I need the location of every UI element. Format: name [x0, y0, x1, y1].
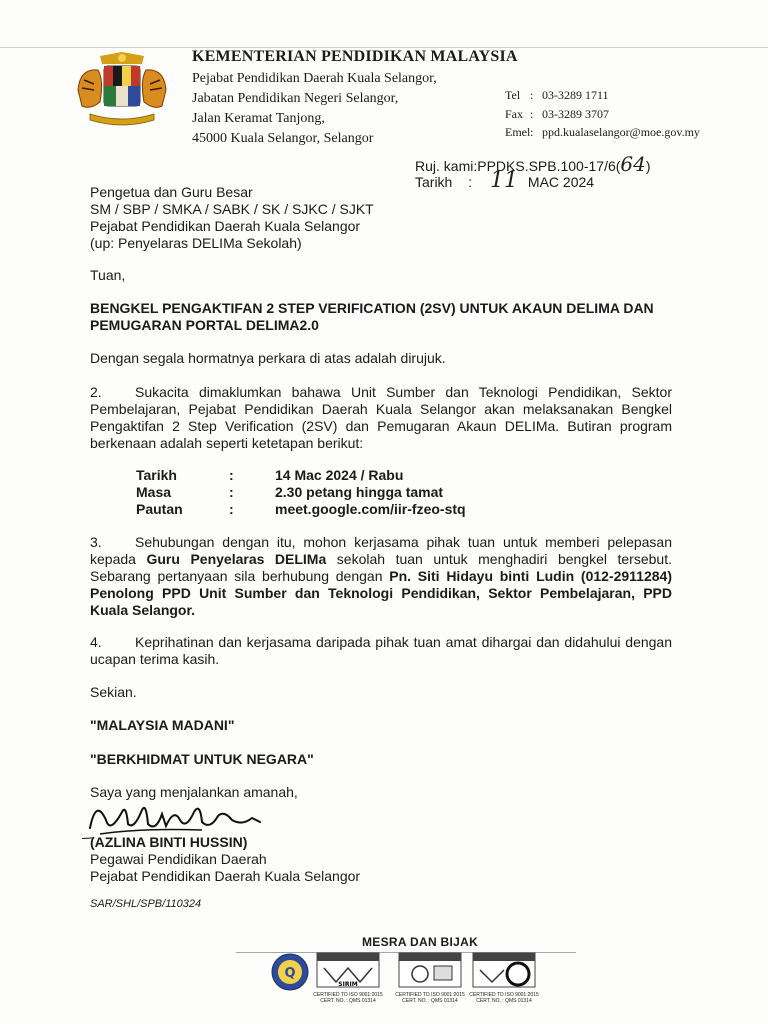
detail-sep-link: : — [229, 501, 234, 517]
paragraph-4 — [90, 634, 672, 668]
paragraph-3-text-1: Sehubungan dengan itu, mohon kerjasama pihak tuan untuk memberi pelepasan kepada — [90, 534, 672, 567]
date-sep: : — [468, 174, 473, 190]
ministry-name: KEMENTERIAN PENDIDIKAN MALAYSIA — [192, 48, 518, 65]
fax-value: 03-3289 3707 — [542, 107, 609, 121]
opening-line: Dengan segala hormatnya perkara di atas adalah dirujuk. — [90, 350, 446, 366]
tel-label: Tel — [505, 88, 521, 102]
file-reference: SAR/SHL/SPB/110324 — [90, 898, 202, 910]
paragraph-3-bold-1: Guru Penyelaras DELIMa — [146, 551, 327, 567]
signatory-title: Pegawai Pendidikan Daerah — [90, 851, 267, 867]
detail-value-date: 14 Mac 2024 / Rabu — [275, 467, 404, 483]
email-sep: : — [530, 125, 534, 139]
address-line-3: Jalan Keramat Tanjong, — [192, 111, 325, 126]
cert-caption-3: CERTIFIED TO ISO 9001:2015 CERT. NO. : QMS 01314 — [469, 992, 539, 1004]
cert-caption-1: CERTIFIED TO ISO 9001:2015 CERT. NO. : QMS 01314 — [313, 992, 383, 1004]
paragraph-3-number: 3. — [90, 534, 102, 550]
tel-sep: : — [530, 88, 534, 102]
cert-caption-2: CERTIFIED TO ISO 9001:2015 CERT. NO. : QMS 01314 — [395, 992, 465, 1004]
slogan-berkhidmat: "BERKHIDMAT UNTUK NEGARA" — [90, 751, 314, 767]
email-value: ppd.kualaselangor@moe.gov.my — [542, 125, 700, 139]
recipient-line-4: (up: Penyelaras DELIMa Sekolah) — [90, 235, 302, 251]
ref-handwritten: 64 — [620, 152, 646, 176]
contact-person: Pn. Siti Hidayu binti Ludin (012-2911284) Penolong PPD Unit Sumber dan Teknologi Pendidikan, Sektor Pembelajaran, PPD Kuala Selangor. — [90, 568, 672, 618]
svg-text:Q: Q — [284, 966, 296, 981]
fax-label: Fax — [505, 107, 523, 121]
sekian: Sekian. — [90, 684, 137, 700]
detail-label-date: Tarikh — [136, 467, 177, 483]
sirim-label: SIRIM — [338, 981, 358, 988]
signatory-name: (AZLINA BINTI HUSSIN) — [90, 834, 248, 850]
paragraph-2-text: Sukacita dimaklumkan bahawa Unit Sumber dan Teknologi Pendidikan, Sektor Pembelajaran, Pejabat Pendidikan Daerah Kuala Selangor akan melaksanakan Bengkel Pengaktifan 2 Step Verification (2SV) dan Pemugaran Akaun DELIMa. Butiran program berkenaan adalah seperti ketetapan berikut: — [90, 384, 672, 451]
closing-amanah: Saya yang menjalankan amanah, — [90, 784, 298, 800]
address-line-2: Jabatan Pendidikan Negeri Selangor, — [192, 91, 399, 106]
ref-close: ) — [645, 158, 651, 174]
footer-motto: MESRA DAN BIJAK — [362, 935, 479, 949]
paragraph-3-text-2: sekolah tuan untuk menghadiri bengkel tersebut. Sebarang pertanyaan sila berhubung dengan — [90, 551, 672, 584]
fax-sep: : — [530, 107, 534, 121]
sirim-cert-logo-1 — [316, 952, 380, 988]
slogan-madani: "MALAYSIA MADANI" — [90, 717, 235, 733]
address-line-4: 45000 Kuala Selangor, Selangor — [192, 131, 374, 146]
coat-of-arms-logo — [70, 50, 174, 130]
sirim-cert-logo-3 — [472, 952, 536, 988]
subject-line-2: PEMUGARAN PORTAL DELIMA2.0 — [90, 317, 319, 333]
recipient-line-1: Pengetua dan Guru Besar — [90, 184, 253, 200]
tel-value: 03-3289 1711 — [542, 88, 609, 102]
detail-label-link: Pautan — [136, 501, 183, 517]
date-label: Tarikh — [415, 174, 453, 190]
detail-value-time: 2.30 petang hingga tamat — [275, 484, 444, 500]
email-label: Emel — [505, 125, 531, 139]
date-day-handwritten: 11 — [490, 168, 519, 193]
detail-sep-date: : — [229, 467, 234, 483]
sirim-cert-logo-2 — [398, 952, 462, 988]
date-rest: MAC 2024 — [527, 174, 595, 190]
paragraph-3 — [90, 534, 672, 619]
recipient-line-3: Pejabat Pendidikan Daerah Kuala Selangor — [90, 218, 361, 234]
detail-sep-time: : — [229, 484, 234, 500]
paragraph-2 — [90, 384, 672, 452]
paragraph-4-number: 4. — [90, 634, 102, 650]
ref-label: Ruj. kami:PPDKS.SPB.100-17/6( — [415, 158, 621, 174]
ppd-seal-logo — [270, 952, 310, 992]
meeting-link[interactable]: meet.google.com/iir-fzeo-stq — [275, 501, 466, 517]
signatory-office: Pejabat Pendidikan Daerah Kuala Selangor — [90, 868, 361, 884]
salutation: Tuan, — [90, 267, 126, 283]
subject-line-1: BENGKEL PENGAKTIFAN 2 STEP VERIFICATION (2SV) UNTUK AKAUN DELIMA DAN — [90, 300, 654, 316]
recipient-line-2: SM / SBP / SMKA / SABK / SK / SJKC / SJKT — [90, 201, 374, 217]
paragraph-4-text: Keprihatinan dan kerjasama daripada pihak tuan amat dihargai dan didahului dengan ucapan terima kasih. — [90, 634, 672, 667]
paragraph-2-number: 2. — [90, 384, 102, 400]
address-line-1: Pejabat Pendidikan Daerah Kuala Selangor, — [192, 71, 437, 86]
detail-label-time: Masa — [136, 484, 172, 500]
